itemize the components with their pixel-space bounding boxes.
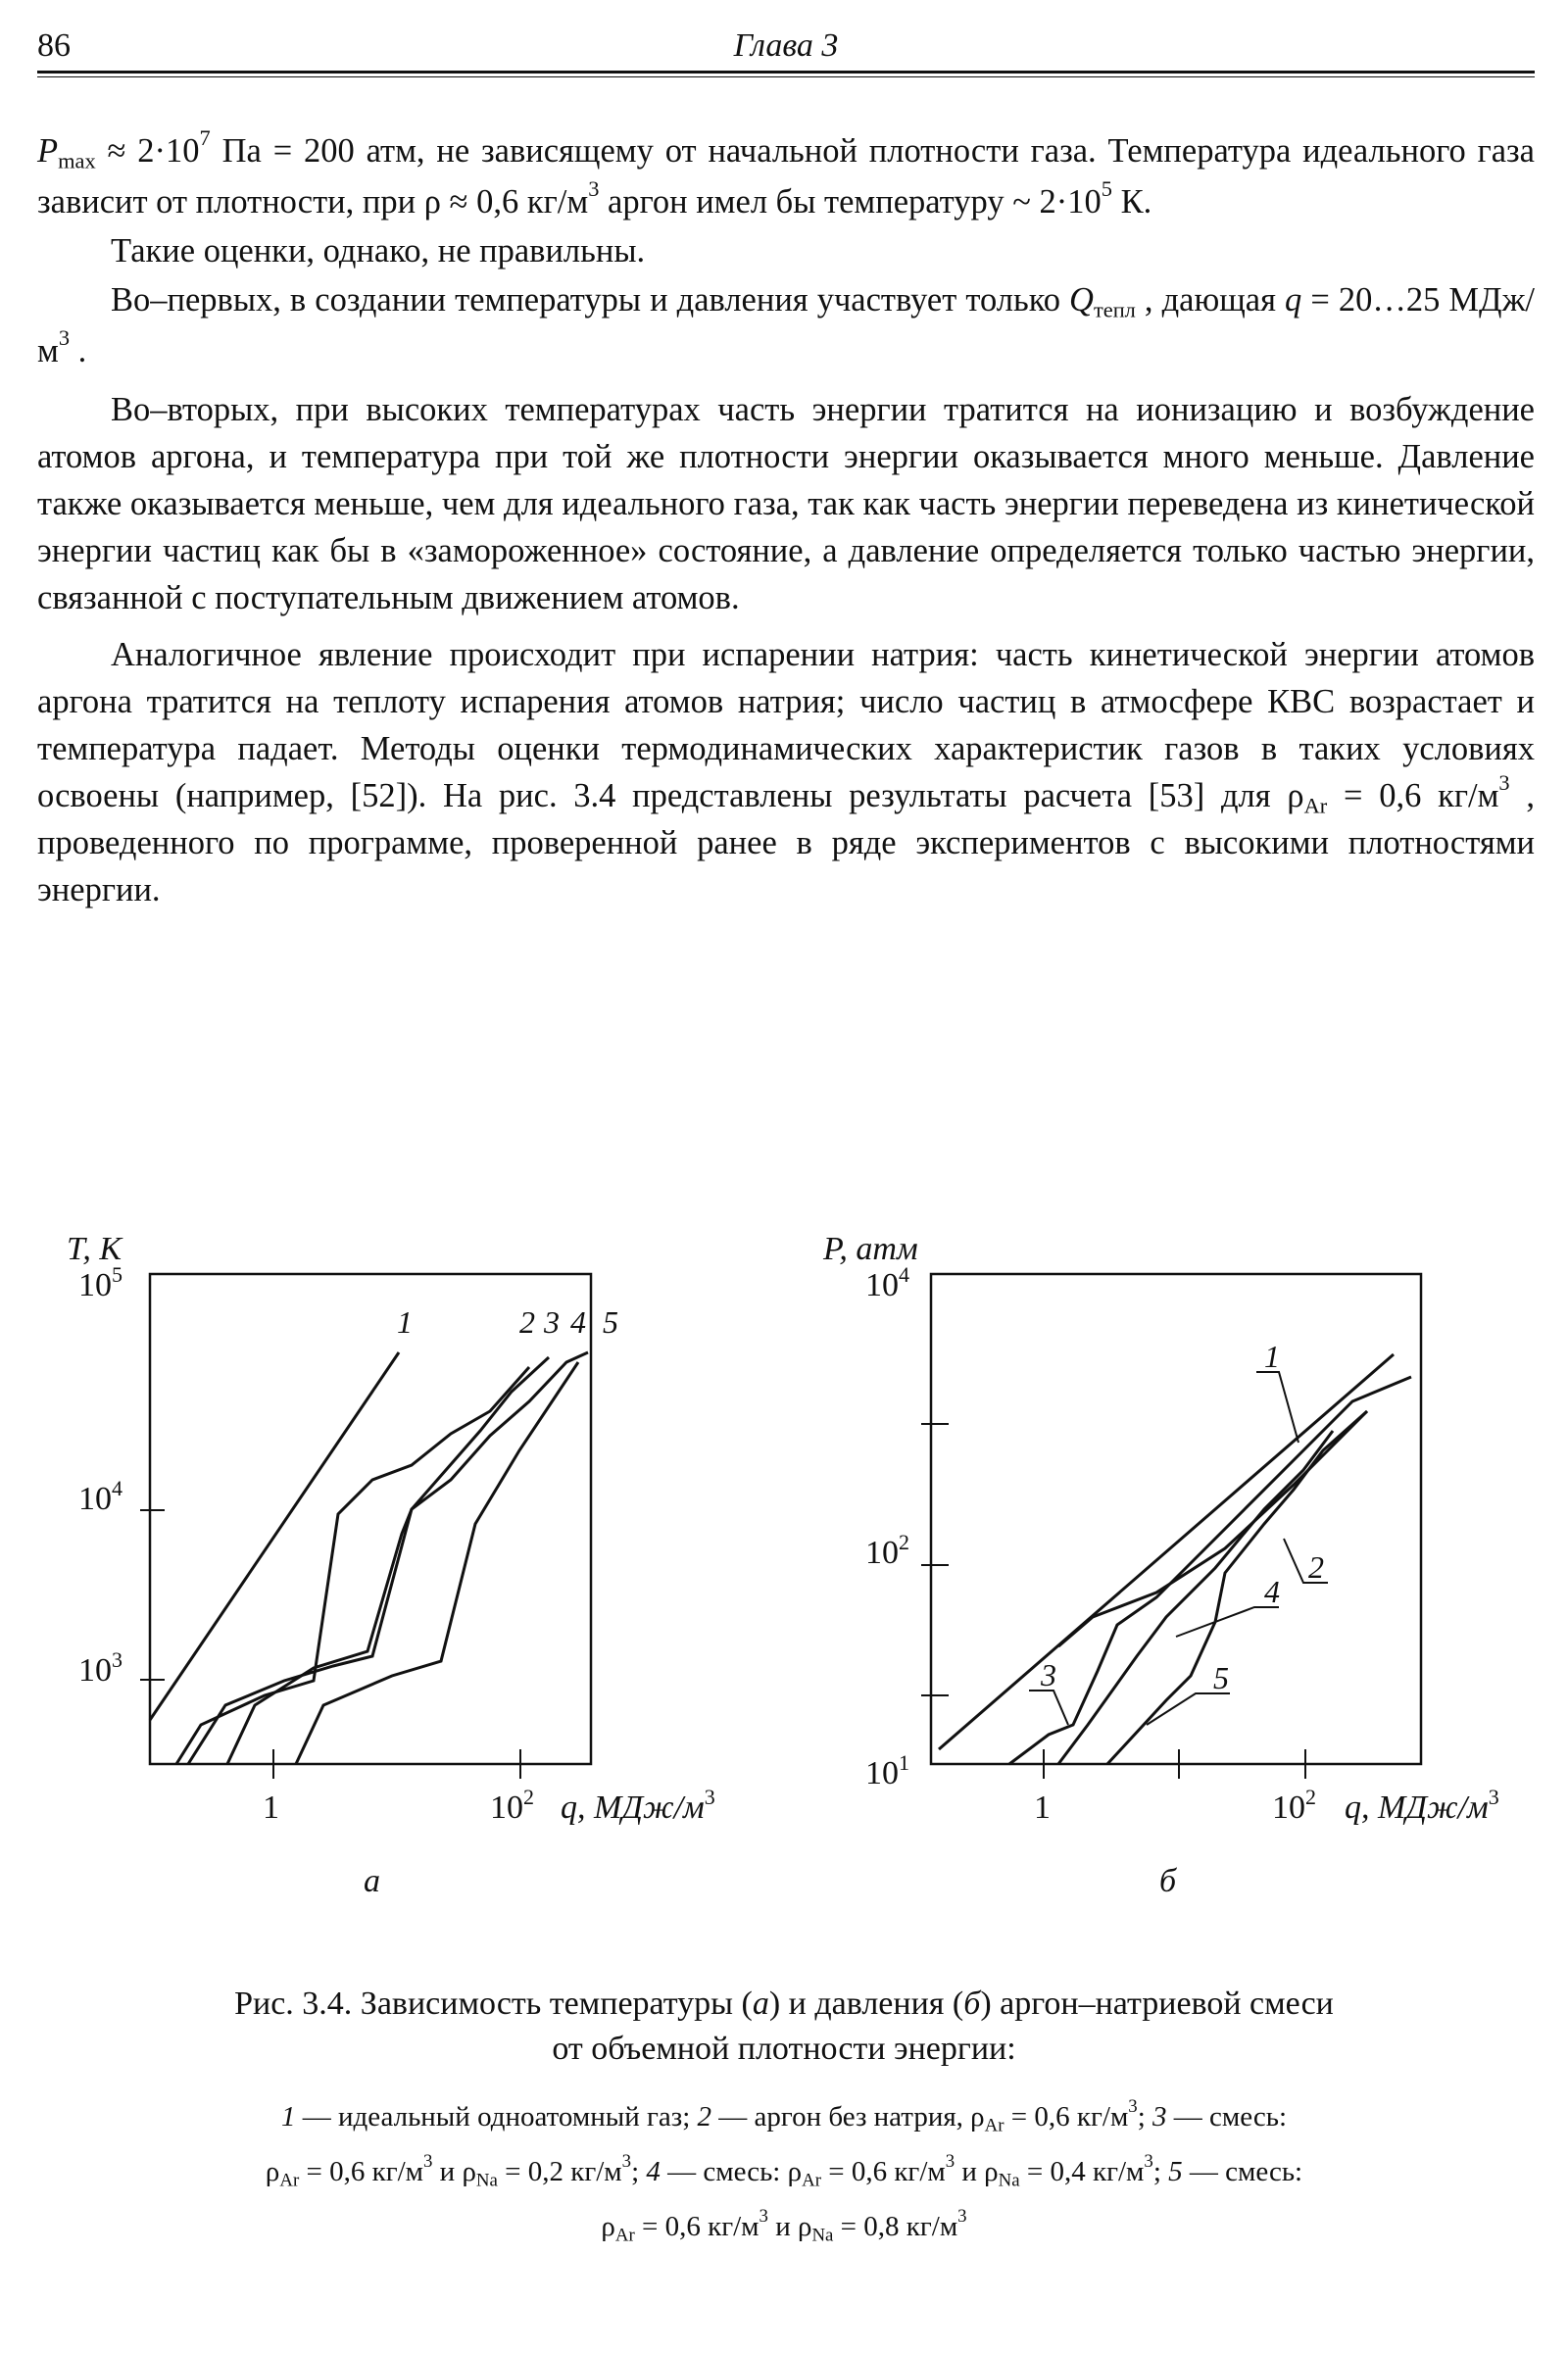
paragraph-4: Во–вторых, при высоких температурах часть энергии тратится на ионизацию и возбуждение атомов аргона, и температура при той же плотности энергии оказывается много меньше. Давление также оказывается меньше, чем для идеального газа, так как часть энергии переведена из кинетической энергии частиц как бы в «замороженное» состояние, а давление определяется только частью энергии, связанной с поступательным движением атомов. [37,391,1535,616]
panel-b-leader-1 [1256,1372,1298,1443]
panel-a-x-tick-label: 1 [263,1789,279,1826]
header-rule [37,71,1535,74]
panel-a-curve-1 [150,1352,399,1720]
panel-b-x-tick-label: 1 [1034,1789,1051,1826]
panel-b-y-tick-label: $10^1$ [865,1750,909,1791]
panel-a-label: а [364,1863,380,1899]
panel-b-leader-3 [1029,1691,1068,1725]
panel-b-y-tick-label: $10^4$ [865,1262,909,1303]
panel-a-y-tick-label: $10^5$ [78,1262,122,1303]
panel-b-curve-label: 2 [1308,1549,1324,1585]
panel-b-curve-3 [1009,1377,1411,1764]
panel-a-curve-label: 3 [544,1304,560,1340]
figure-3-4 [0,1215,1568,1921]
figure-svg [0,1215,1568,1921]
caption-line-2: от объемной плотности энергии: [552,2031,1016,2067]
legend-line-1: 1 — идеальный одноатомный газ; 2 — аргон без натрия, $\rho_{Ar} = 0,6$ $кг/м^3$; 3 — смесь: [280,2095,1288,2136]
panel-b-label: б [1159,1863,1177,1899]
panel-b-x-label: q, МДж/$м^3$ [1345,1785,1499,1826]
panel-b-x-tick-label: $10^2$ [1272,1785,1316,1826]
panel-b-curve-label: 4 [1264,1574,1280,1609]
paragraph-5: Аналогичное явление происходит при испарении натрия: часть кинетической энергии атомов аргона тратится на теплоту испарения атомов натрия; число частиц в атмосфере КВС возрастает и температура падает. Методы оценки термодинамических характеристик газов в таких условиях освоены (например, [52]). На рис. 3.4 представлены результаты расчета [53] для $\rho_{Ar} = 0,6$ $кг/м^3$ , проведенного по программе, проверенной ранее в ряде экспериментов с высокими плотностями энергии. [37,636,1535,908]
panel-b-curve-4 [1058,1431,1333,1764]
figure-caption [147,1982,1421,2072]
paragraph-2: Такие оценки, однако, не правильны. [111,232,646,270]
paragraph-3: Во–первых, в создании температуры и давления участвует только $Q_{тепл}$ , дающая q = 20…25 МДж/$м^3$ . [37,281,1536,369]
paragraph-1: $P_{max} \approx 2\cdot 10^7$ Па = 200 атм, не зависящему от начальной плотности газа. Температура идеального газа зависит от плотности, при ρ ≈ 0,6 $кг/м^3$ аргон имел бы температуру ~ $2\cdot 10^5$ К. [37,125,1535,221]
panel-b-curve-label: 1 [1264,1339,1280,1374]
body-text [37,125,1535,913]
panel-a-y-label: T, К [67,1231,122,1267]
panel-b-leader-4 [1176,1607,1279,1637]
panel-b-curve-1 [939,1354,1394,1749]
panel-a-curve-label: 5 [603,1304,618,1340]
page-header [37,27,1535,73]
panel-a-curve-label: 4 [570,1304,586,1340]
panel-a-y-tick-label: $10^4$ [78,1476,122,1517]
panel-a-x-tick-label: $10^2$ [490,1785,534,1826]
panel-a [67,1231,715,1899]
panel-a-y-tick-label: $10^3$ [78,1647,122,1689]
legend-line-2: $\rho_{Ar} = 0,6$ $кг/м^3$ и $\rho_{Na} = 0,2$ $кг/м^3$; 4 — смесь: $\rho_{Ar} = 0,6$ $кг/м^3$ и $\rho_{Na} = 0,4$ $кг/м^3$; 5 — смесь: [265,2150,1303,2191]
panel-a-curve-3 [227,1357,549,1764]
panel-b-y-tick-label: $10^2$ [865,1530,909,1571]
figure-legend [88,2089,1480,2254]
panel-a-curve-label: 2 [519,1304,535,1340]
page-number: 86 [37,27,71,64]
panel-b-y-label: P, атм [823,1231,918,1267]
panel-b-curve-label: 3 [1041,1657,1056,1692]
header-rule-thin [37,76,1535,77]
legend-line-3: $\rho_{Ar} = 0,6$ $кг/м^3$ и $\rho_{Na} = 0,8$ $кг/м^3$ [601,2205,967,2246]
panel-a-x-label: q, МДж/$м^3$ [561,1785,715,1826]
running-head: Глава 3 [733,27,839,64]
panel-b-curve-5 [1107,1411,1367,1764]
panel-a-curve-label: 1 [397,1304,413,1340]
caption-line-1: Рис. 3.4. Зависимость температуры (а) и давления (б) аргон–натриевой смеси [234,1985,1334,2022]
panel-b-curve-label: 5 [1213,1660,1229,1695]
panel-a-curve-4 [296,1362,578,1764]
panel-a-frame [150,1274,591,1764]
panel-b [822,1231,1499,1899]
